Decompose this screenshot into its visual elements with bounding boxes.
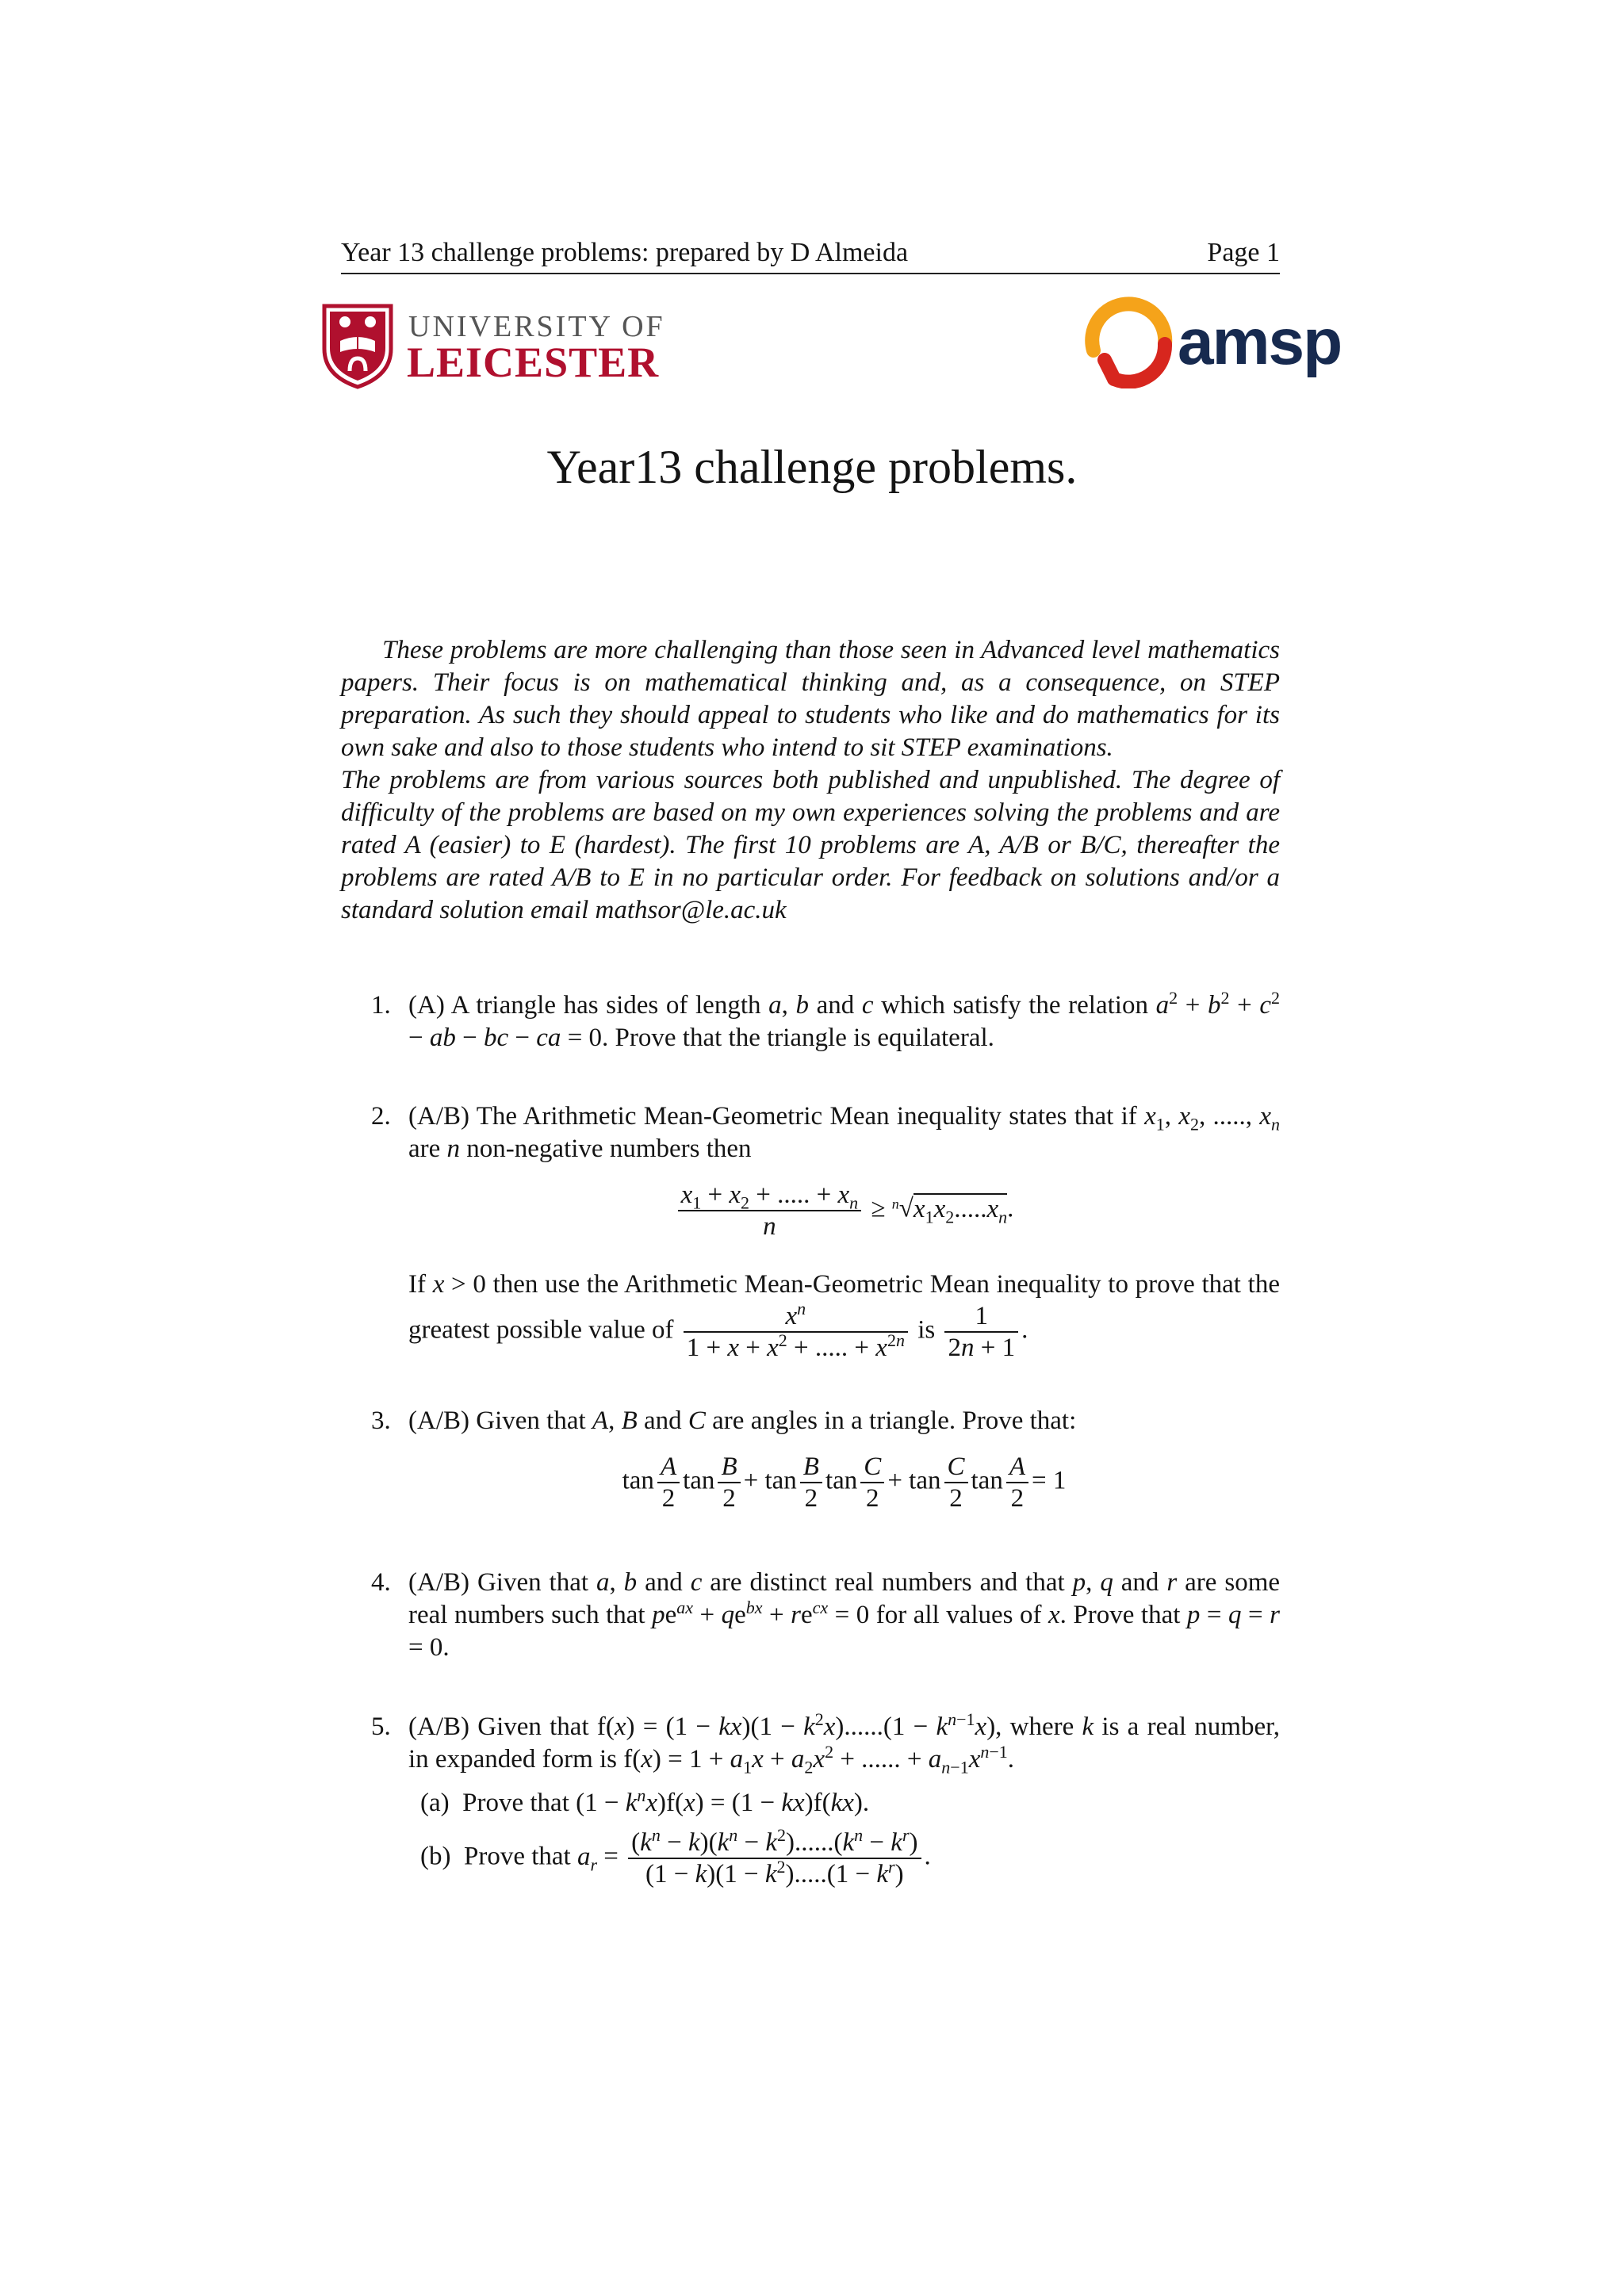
problem-5 [341, 1711, 1280, 1897]
problem-5a: (a) Prove that $(1 - k^nx)f(x) = (1 - kx)f(kx)$. [420, 1785, 870, 1817]
problem-2-text: (A/B) The Arithmetic Mean-Geometric Mean inequality states that if $x_1$, $x_2$, ....., $x_n$ are n non-negative numbers then $\frac{x_1 + x_2 + ..... + x_n}{n}$ ≥ $^n√x_1x_2.....x_n$. If x > 0 then use the Arithmetic Mean-Geometric Mean inequality to prove that the greatest possible value of $\frac{x^n}{1 + x + x^2 + ..... + x^{2n}}$ is $\frac{1}{2n + 1}$ . [408, 1102, 1280, 1362]
leicester-shield-icon [321, 303, 394, 390]
tan-identity: tan $\frac{A}{2}$ tan $\frac{B}{2}$ + tan $\frac{B}{2}$ tan $\frac{C}{2}$ + tan $\frac{C}{2}$ tan $\frac{A}{2}$ = 1 [622, 1452, 1067, 1513]
problem-level: (A/B) [408, 1712, 469, 1741]
problem-number: 2. [371, 1102, 391, 1131]
problem-4 [341, 1567, 1280, 1664]
problem-number: 1. [371, 991, 391, 1020]
abstract [341, 634, 1280, 927]
problem-1-text: (A) A triangle has sides of length a, b and c which satisfy the relation $a^2 + b^2 + c^2$ − ab − bc − ca = 0. Prove that the triangle is equilateral. [408, 988, 1280, 1052]
problem-level: (A) [408, 991, 445, 1020]
problem-number: 5. [371, 1712, 391, 1741]
amsp-wordmark: amsp [1178, 306, 1342, 378]
header-left: Year 13 challenge problems: prepared by D Almeida [341, 238, 909, 267]
leicester-logo [321, 303, 394, 394]
problem-3 [341, 1405, 1280, 1528]
problem-3-text: (A/B) Given that A, B and C are angles in a triangle. Prove that: tan $\frac{A}{2}$ tan $\frac{B}{2}$ + tan $\frac{B}{2}$ tan $\frac{C}{2}$ + tan $\frac{C}{2}$ tan $\frac{A}{2}$ = 1 [408, 1405, 1280, 1513]
problem-number: 3. [371, 1406, 391, 1435]
leicester-line1: UNIVERSITY OF [408, 310, 665, 343]
problem-level: (A/B) [408, 1406, 469, 1435]
page-number: Page 1 [1207, 238, 1280, 267]
abstract-paragraph-1: These problems are more challenging than those seen in Advanced level mathematics papers. Their focus is on mathematical thinking and, as a consequence, on STEP preparation. As such they should appeal to students who like and do mathematics for its own sake and also to those students who intend to sit STEP examinations. [341, 636, 1280, 762]
leicester-line2: LEICESTER [407, 339, 660, 386]
problem-number: 4. [371, 1568, 391, 1597]
problem-level: (A/B) [408, 1568, 469, 1597]
problem-1 [341, 989, 1280, 1054]
page-title: Year13 challenge problems. [546, 441, 1078, 493]
problem-5-text: (A/B) Given that $f(x) = (1 - kx)(1 - k^2x)......(1 - k^{n-1}x)$, where k is a real number, in expanded form is $f(x) = 1 + a_1x + a_2x^2$ + ...... + $a_{n-1}x^{n-1}$. (a) Prove that $(1 - k^nx)f(x) = (1 - kx)f(kx)$. (b) Prove that $a_r$ = $\frac{(k^n - k)(k^n - k^2)......(k^n - k^r)}{(1 - k)(1 - k^2).....(1 - k^r)}$ . [408, 1709, 1281, 1888]
amsp-ring-icon [1082, 295, 1178, 388]
amgm-formula: $\frac{x_1 + x_2 + ..... + x_n}{n}$ ≥ $^n√x_1x_2.....x_n$. [408, 1180, 1280, 1242]
amsp-logo [1082, 295, 1178, 392]
running-header [341, 238, 1280, 268]
problem-4-text: (A/B) Given that a, b and c are distinct real numbers and that p, q and r are some real numbers such that $pe^{ax} + qe^{bx} + re^{cx} = 0$ for all values of x. Prove that p = q = r = 0. [408, 1568, 1281, 1662]
header-rule [341, 273, 1280, 274]
abstract-paragraph-2: The problems are from various sources both published and unpublished. The degree of difficulty of the problems are based on my own experiences solving the problems and are rated A (easier) to E (hardest). The first 10 problems are A, A/B or B/C, thereafter the problems are rated A/B to E in no particular order. For feedback on solutions and/or a standard solution email mathsor@le.ac.uk [341, 766, 1280, 924]
problem-2 [341, 1100, 1280, 1363]
problem-5b: (b) Prove that $a_r$ = $\frac{(k^n - k)(k^n - k^2)......(k^n - k^r)}{(1 - k)(1 - k^2).....(1 - k^r)}$ . [420, 1825, 931, 1888]
problem-level: (A/B) [408, 1102, 469, 1131]
